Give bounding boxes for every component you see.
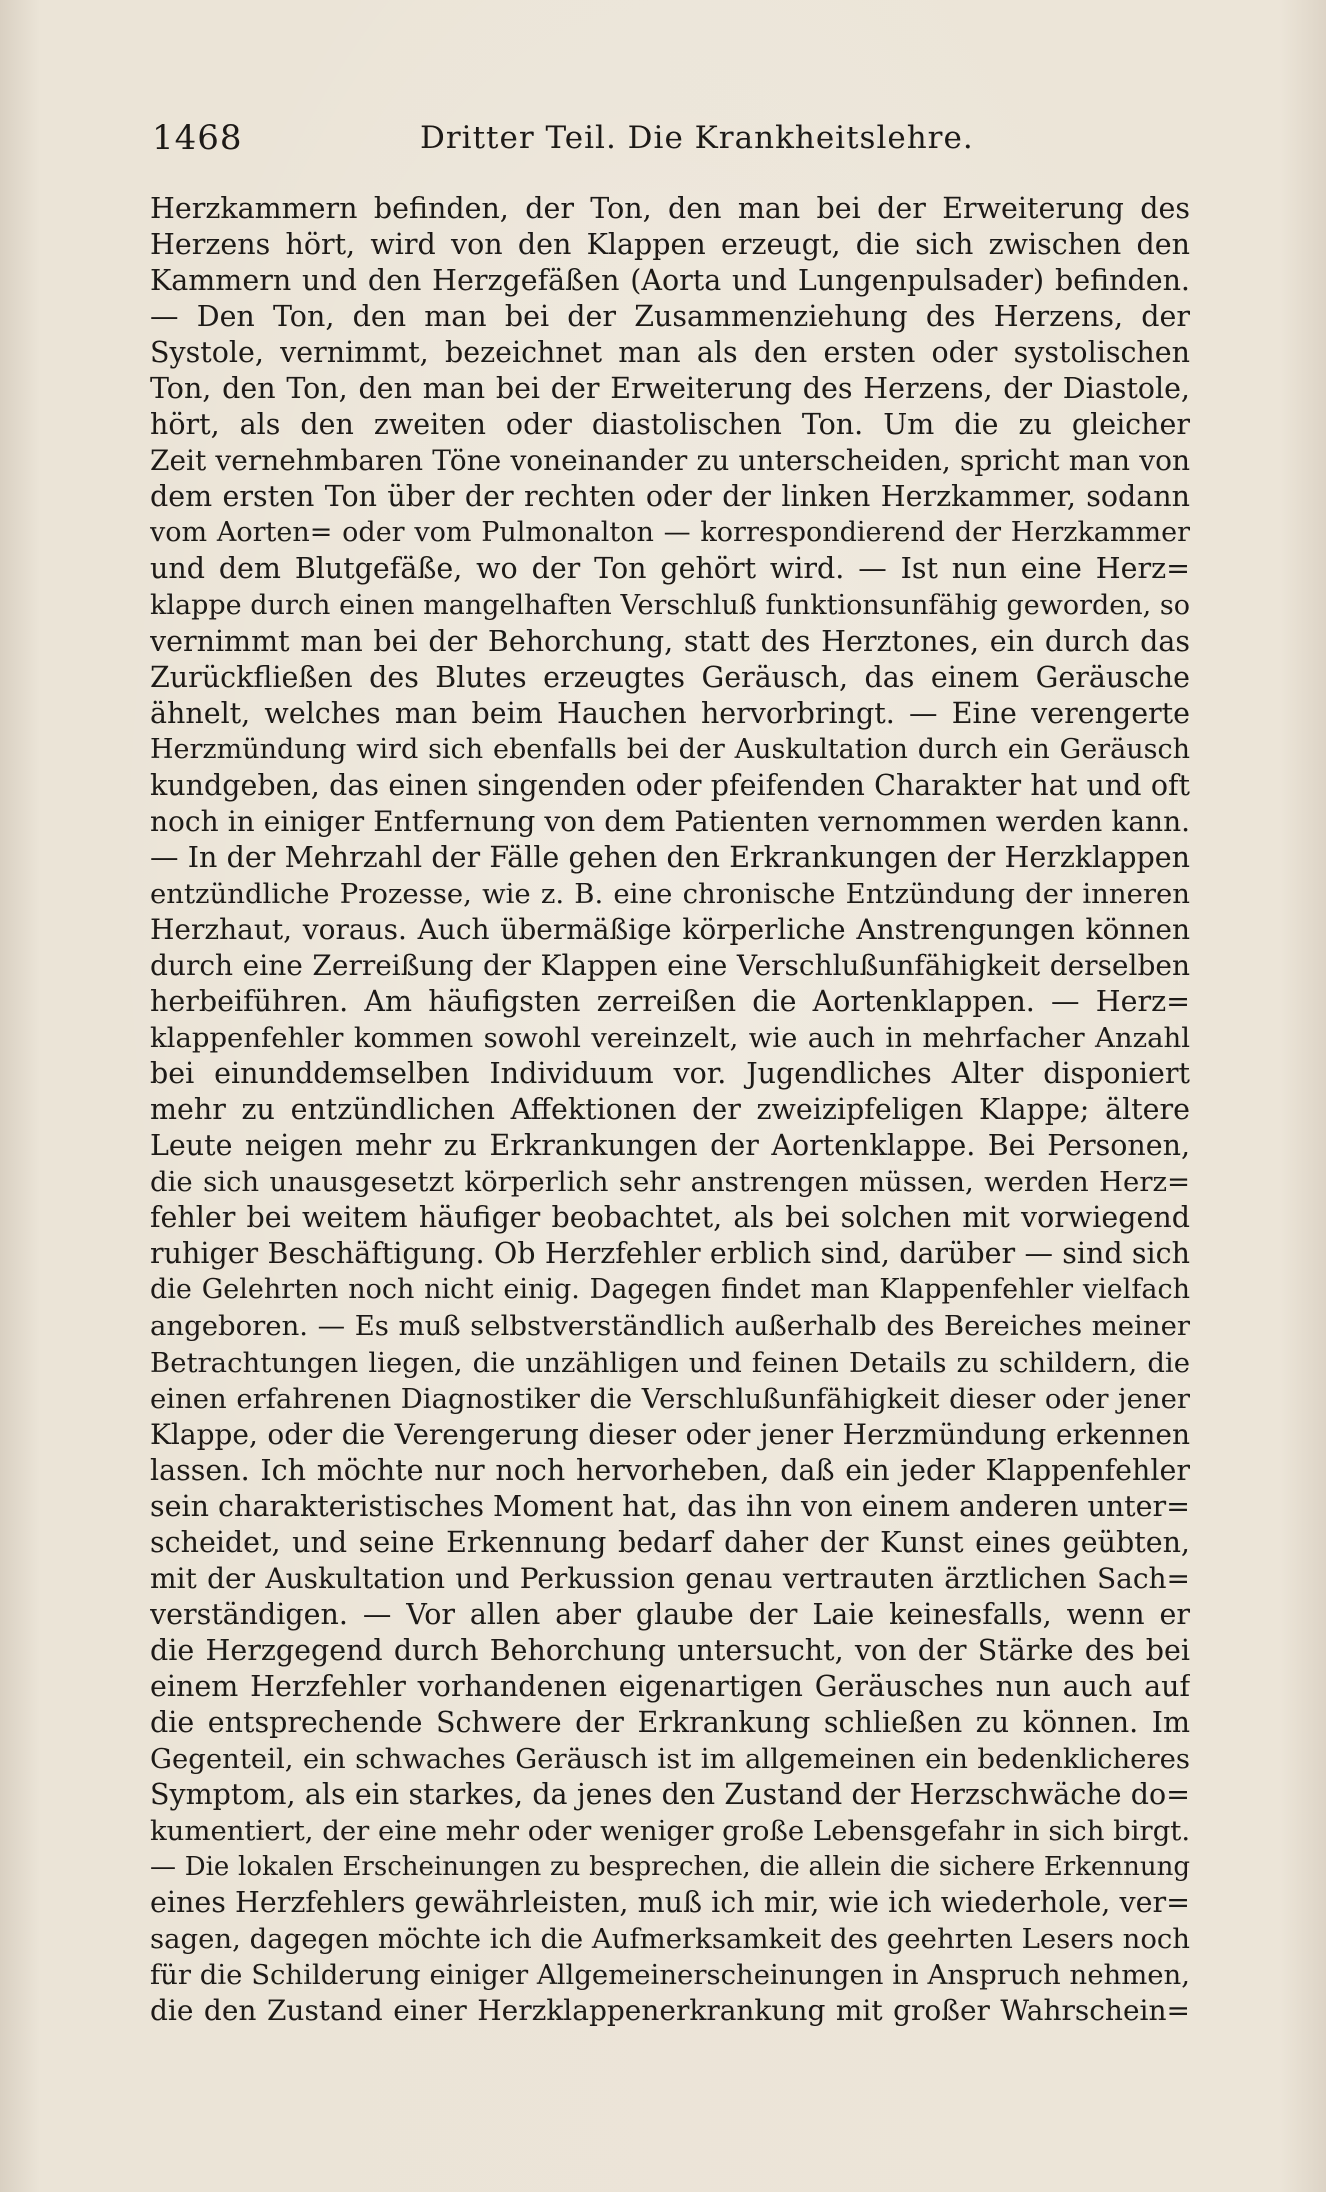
text-line: durch eine Zerreißung der Klappen eine Verschlußunfähigkeit derselben [150, 948, 1190, 982]
text-line: ruhiger Beschäftigung. Ob Herzfehler erblich sind, darüber — sind sich [150, 1237, 1190, 1271]
text-line: sagen, dagegen möchte ich die Aufmerksamkeit des geehrten Lesers noch [150, 1923, 1190, 1956]
text-line: Herzhaut, voraus. Auch übermäßige körperliche Anstrengungen können [150, 912, 1190, 946]
text-line: — Die lokalen Erscheinungen zu besprechen, die allein die sichere Erkennung [150, 1852, 1190, 1883]
text-line: Zeit vernehmbaren Töne voneinander zu unterscheiden, spricht man von [150, 444, 1190, 478]
text-line: vernimmt man bei der Behorchung, statt des Herztones, ein durch das [150, 624, 1190, 658]
text-line: Systole, vernimmt, bezeichnet man als den ersten oder systolischen [150, 336, 1190, 370]
text-line: kumentiert, der eine mehr oder weniger große Lebensgefahr in sich birgt. [150, 1815, 1190, 1848]
text-line: die Herzgegend durch Behorchung untersucht, von der Stärke des bei [150, 1633, 1190, 1667]
text-line: einem Herzfehler vorhandenen eigenartigen Geräusches nun auch auf [150, 1669, 1190, 1703]
running-head: Dritter Teil. Die Krankheitslehre. [420, 120, 974, 156]
text-line: — In der Mehrzahl der Fälle gehen den Erkrankungen der Herzklappen [150, 840, 1190, 874]
text-line: für die Schilderung einiger Allgemeinerscheinungen in Anspruch nehmen, [150, 1959, 1190, 1992]
text-line: Herzens hört, wird von den Klappen erzeugt, die sich zwischen den [150, 228, 1190, 262]
text-line: Kammern und den Herzgefäßen (Aorta und Lungenpulsader) befinden. [150, 264, 1190, 298]
text-line: die Gelehrten noch nicht einig. Dagegen findet man Klappenfehler vielfach [150, 1274, 1190, 1306]
text-line: klappe durch einen mangelhaften Verschluß funktionsunfähig geworden, so [150, 589, 1190, 621]
text-line: die entsprechende Schwere der Erkrankung schließen zu können. Im [150, 1705, 1190, 1739]
text-line: mehr zu entzündlichen Affektionen der zweizipfeligen Klappe; ältere [150, 1093, 1190, 1127]
text-line: Gegenteil, ein schwaches Geräusch ist im allgemeinen ein bedenklicheres [150, 1743, 1190, 1776]
text-line: eines Herzfehlers gewährleisten, muß ich mir, wie ich wiederhole, ver= [150, 1886, 1190, 1920]
text-line: dem ersten Ton über der rechten oder der linken Herzkammer, sodann [150, 480, 1190, 514]
text-line: Ton, den Ton, den man bei der Erweiterung des Herzens, der Diastole, [150, 372, 1190, 406]
text-line: entzündliche Prozesse, wie z. B. eine chronische Entzündung der inneren [150, 877, 1190, 910]
text-line: einen erfahrenen Diagnostiker die Verschlußunfähigkeit dieser oder jener [150, 1382, 1190, 1415]
text-line: die den Zustand einer Herzklappenerkrankung mit großer Wahrschein= [150, 1994, 1190, 2028]
text-line: lassen. Ich möchte nur noch hervorheben, daß ein jeder Klappenfehler [150, 1453, 1190, 1487]
text-line: Herzmündung wird sich ebenfalls bei der Auskultation durch ein Geräusch [150, 733, 1190, 765]
text-line: mit der Auskultation und Perkussion genau vertrauten ärztlichen Sach= [150, 1561, 1190, 1595]
text-line: Klappe, oder die Verengerung dieser oder jener Herzmündung erkennen [150, 1417, 1190, 1451]
text-line: noch in einiger Entfernung von dem Patienten vernommen werden kann. [150, 804, 1190, 838]
text-line: vom Aorten= oder vom Pulmonalton — korrespondierend der Herzkammer [150, 517, 1190, 549]
page-number: 1468 [152, 118, 243, 158]
text-line: angeboren. — Es muß selbstverständlich außerhalb des Bereiches meiner [150, 1310, 1190, 1343]
text-line: die sich unausgesetzt körperlich sehr anstrengen müssen, werden Herz= [150, 1166, 1190, 1199]
text-line: Leute neigen mehr zu Erkrankungen der Aortenklappe. Bei Personen, [150, 1129, 1190, 1163]
body-text [150, 191, 1190, 2029]
text-line: herbeiführen. Am häufigsten zerreißen die Aortenklappen. — Herz= [150, 985, 1190, 1019]
text-line: verständigen. — Vor allen aber glaube der Laie keinesfalls, wenn er [150, 1597, 1190, 1631]
text-line: fehler bei weitem häufiger beobachtet, als bei solchen mit vorwiegend [150, 1201, 1190, 1235]
text-line: kundgeben, das einen singenden oder pfeifenden Charakter hat und oft [150, 768, 1190, 802]
text-line: Herzkammern befinden, der Ton, den man bei der Erweiterung des [150, 192, 1190, 225]
text-line: scheidet, und seine Erkennung bedarf daher der Kunst eines geübten, [150, 1525, 1190, 1559]
text-line: — Den Ton, den man bei der Zusammenziehung des Herzens, der [150, 300, 1190, 334]
text-line: hört, als den zweiten oder diastolischen Ton. Um die zu gleicher [150, 408, 1190, 442]
text-line: klappenfehler kommen sowohl vereinzelt, wie auch in mehrfacher Anzahl [150, 1022, 1190, 1055]
text-line: Zurückfließen des Blutes erzeugtes Geräusch, das einem Geräusche [150, 660, 1190, 694]
text-line: sein charakteristisches Moment hat, das ihn von einem anderen unter= [150, 1489, 1190, 1523]
page-header [152, 118, 1190, 168]
text-line: und dem Blutgefäße, wo der Ton gehört wird. — Ist nun eine Herz= [150, 552, 1190, 586]
text-line: ähnelt, welches man beim Hauchen hervorbringt. — Eine verengerte [150, 696, 1190, 730]
text-line: Symptom, als ein starkes, da jenes den Zustand der Herzschwäche do= [150, 1778, 1190, 1812]
text-line: Betrachtungen liegen, die unzähligen und feinen Details zu schildern, die [150, 1346, 1190, 1379]
text-line: bei einunddemselben Individuum vor. Jugendliches Alter disponiert [150, 1057, 1190, 1091]
